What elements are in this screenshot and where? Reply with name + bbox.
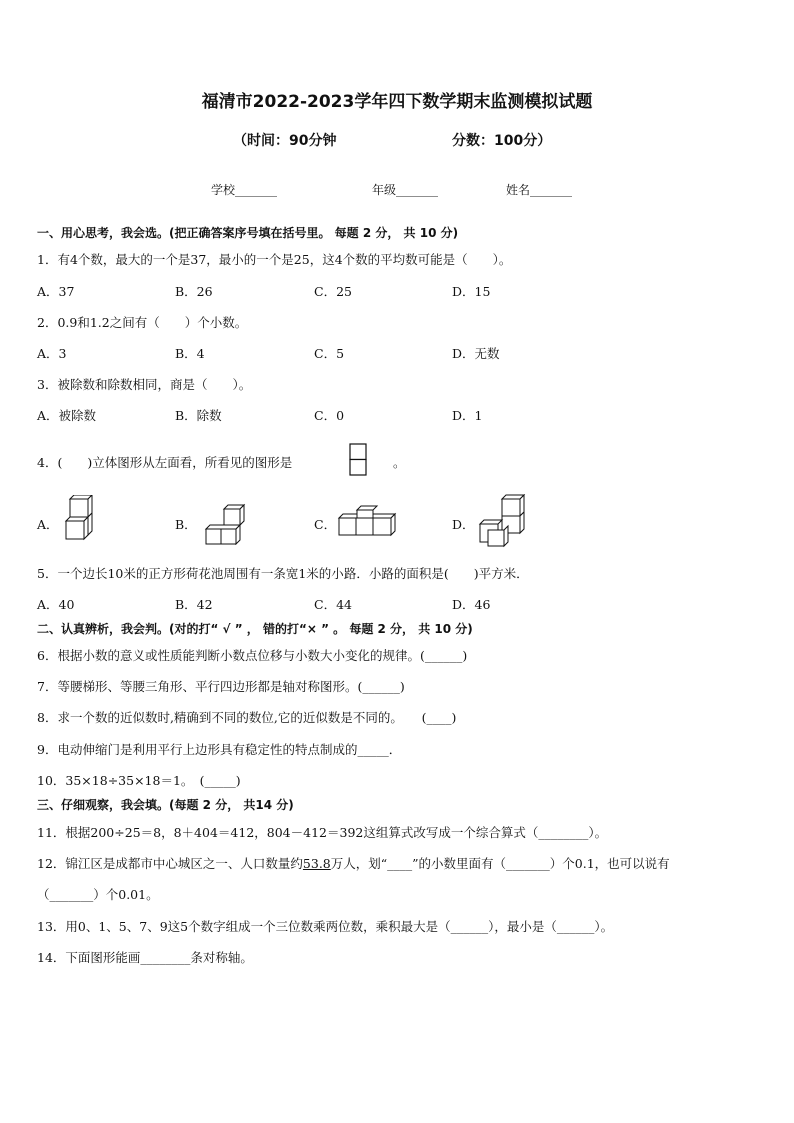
question-12-part-2: 万人，划“____”的小数里面有（_______）个0.1，也可以说有 xyxy=(330,856,670,871)
q5-option-d: D．46 xyxy=(452,597,491,612)
q3-option-d: D．1 xyxy=(452,408,483,423)
question-6: 6．根据小数的意义或性质能判断小数点位移与小数大小变化的规律。(______) xyxy=(37,648,468,663)
cube-stack-a-icon xyxy=(62,495,98,545)
q1-option-b: B．26 xyxy=(175,284,213,299)
question-7: 7．等腰梯形、等腰三角形、平行四边形都是轴对称图形。(______) xyxy=(37,679,405,694)
question-12-number: 53.8 xyxy=(302,856,331,871)
exam-time: （时间：90分钟 xyxy=(233,133,337,149)
q1-option-c: C．25 xyxy=(314,284,352,299)
question-4-end: 。 xyxy=(393,455,406,470)
q5-option-b: B．42 xyxy=(175,597,213,612)
q4-option-d: D． xyxy=(452,517,475,532)
question-12-part-1: 12．锦江区是成都市中心城区之一、人口数量约 xyxy=(37,856,303,871)
q4-option-c: C． xyxy=(314,517,337,532)
section-2-heading: 二、认真辨析，我会判。(对的打“ √ ” ， 错的打“× ” 。 每题 2 分， 共 10 分) xyxy=(37,622,473,636)
q3-option-a: A．被除数 xyxy=(37,408,97,423)
left-view-figure-icon xyxy=(349,443,369,477)
q4-option-a: A． xyxy=(37,517,59,532)
q1-option-a: A．37 xyxy=(37,284,75,299)
q4-option-b: B． xyxy=(175,517,197,532)
question-4: 4．( )立体图形从左面看，所看见的图形是 xyxy=(37,455,293,470)
section-3-heading: 三、仔细观察，我会填。(每题 2 分， 共14 分) xyxy=(37,798,294,812)
cube-stack-c-icon xyxy=(337,504,399,538)
question-3: 3．被除数和除数相同，商是（ ）。 xyxy=(37,377,252,392)
q5-option-c: C．44 xyxy=(314,597,352,612)
q1-option-d: D．15 xyxy=(452,284,491,299)
question-13: 13．用0、1、5、7、9这5个数字组成一个三位数乘两位数，乘积最大是（______），最小是（______）。 xyxy=(37,919,614,934)
cube-stack-d-icon xyxy=(476,494,528,550)
question-1: 1．有4个数，最大的一个是37，最小的一个是25，这4个数的平均数可能是（ ）。 xyxy=(37,252,512,267)
q3-option-b: B．除数 xyxy=(175,408,222,423)
school-field: 学校_______ xyxy=(211,183,278,197)
question-11: 11．根据200÷25＝8，8＋404＝412，804－412＝392这组算式改写成一个综合算式（________）。 xyxy=(37,825,608,840)
section-1-heading: 一、用心思考，我会选。(把正确答案序号填在括号里。 每题 2 分， 共 10 分) xyxy=(37,226,459,240)
question-14: 14．下面图形能画________条对称轴。 xyxy=(37,950,253,965)
name-field: 姓名_______ xyxy=(506,183,573,197)
question-12 xyxy=(37,854,670,872)
q2-option-a: A．3 xyxy=(37,346,67,361)
exam-score: 分数：100分） xyxy=(452,133,552,149)
question-8: 8．求一个数的近似数时,精确到不同的数位,它的近似数是不同的。 (____) xyxy=(37,710,457,725)
q3-option-c: C．0 xyxy=(314,408,345,423)
q5-option-a: A．40 xyxy=(37,597,75,612)
cube-stack-b-icon xyxy=(202,503,248,545)
question-10: 10．35×18÷35×18＝1。 (_____) xyxy=(37,773,241,788)
grade-field: 年级_______ xyxy=(372,183,439,197)
question-9: 9．电动伸缩门是利用平行上边形具有稳定性的特点制成的_____． xyxy=(37,742,402,757)
question-2: 2．0.9和1.2之间有（ ）个小数。 xyxy=(37,315,248,330)
question-12-continued: （_______）个0.01。 xyxy=(37,887,159,902)
exam-title: 福清市2022-2023学年四下数学期末监测模拟试题 xyxy=(201,92,593,112)
question-5: 5．一个边长10米的正方形荷花池周围有一条宽1米的小路．小路的面积是( )平方米． xyxy=(37,566,529,581)
q2-option-d: D．无数 xyxy=(452,346,500,361)
q2-option-c: C．5 xyxy=(314,346,345,361)
q2-option-b: B．4 xyxy=(175,346,205,361)
